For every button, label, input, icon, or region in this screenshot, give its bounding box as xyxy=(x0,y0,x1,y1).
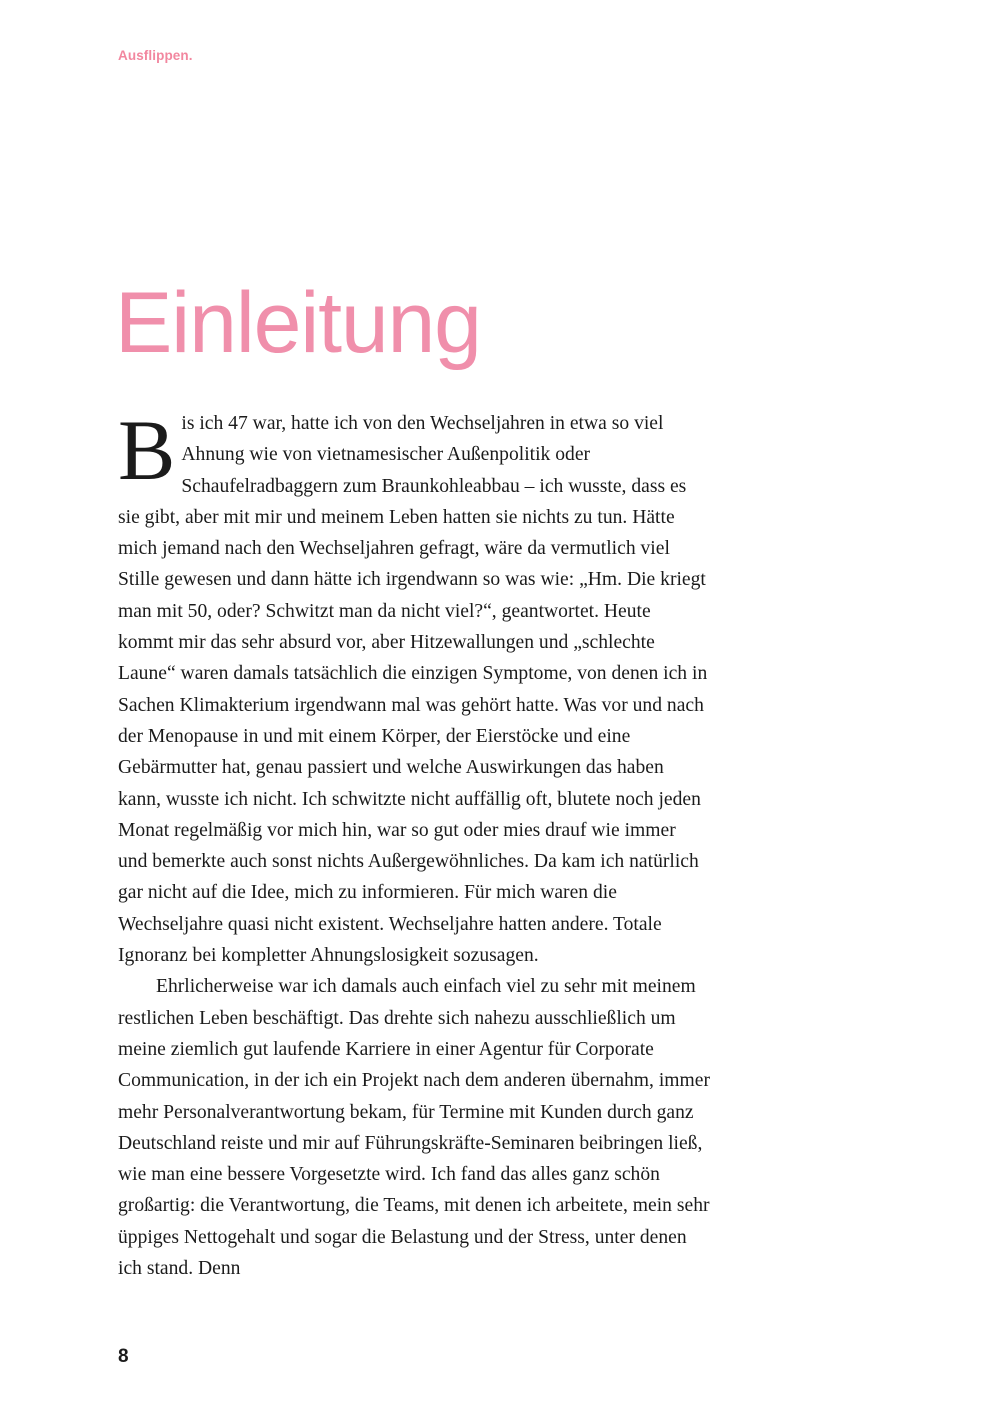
page-title: Einleitung xyxy=(115,274,481,371)
paragraph-first xyxy=(118,402,710,971)
drop-cap: B xyxy=(118,402,176,498)
page-number: 8 xyxy=(118,1346,129,1367)
body-text xyxy=(118,402,710,1284)
paragraph-text: Ehrlicherweise war ich damals auch einfach viel zu sehr mit meinem restlichen Leben beschäftigt. Das drehte sich nahezu ausschließlich um meine ziemlich gut laufende Karriere in einer Agentur für Corporate Communication, in der ich ein Projekt nach dem anderen übernahm, immer mehr Personalverantwortung bekam, für Termine mit Kunden durch ganz Deutschland reiste und mir auf Führungskräfte-Seminaren beibringen ließ, wie man eine bessere Vorgesetzte wird. Ich fand das alles ganz schön großartig: die Verantwortung, die Teams, mit denen ich arbeitete, mein sehr üppiges Nettogehalt und sogar die Belastung und der Stress, unter denen ich stand. Denn xyxy=(118,976,710,1280)
running-head: Ausflippen. xyxy=(118,48,193,63)
paragraph-text: is ich 47 war, hatte ich von den Wechseljahren in etwa so viel Ahnung wie von vietnamesischer Außenpolitik oder Schaufelradbaggern zum Braunkohleabbau – ich wusste, dass es sie gibt, aber mit mir und meinem Leben hatten sie nichts zu tun. Hätte mich jemand nach den Wechseljahren gefragt, wäre da vermutlich viel Stille gewesen und dann hätte ich irgendwann so was wie: „Hm. Die kriegt man mit 50, oder? Schwitzt man da nicht viel?“, geantwortet. Heute kommt mir das sehr absurd vor, aber Hitzewallungen und „schlechte Laune“ waren damals tatsächlich die einzigen Symptome, von denen ich in Sachen Klimakterium irgendwann mal was gehört hatte. Was vor und nach der Menopause in und mit einem Körper, der Eierstöcke und eine Gebärmutter hat, genau passiert und welche Auswirkungen das haben kann, wusste ich nicht. Ich schwitzte nicht auffällig oft, blutete noch jeden Monat regelmäßig vor mich hin, war so gut oder mies drauf wie immer und bemerkte auch sonst nichts Außergewöhnliches. Da kam ich natürlich gar nicht auf die Idee, mich zu informieren. Für mich waren die Wechseljahre quasi nicht existent. Wechseljahre hatten andere. Totale Ignoranz bei kompletter Ahnungslosigkeit sozusagen. xyxy=(118,413,708,967)
